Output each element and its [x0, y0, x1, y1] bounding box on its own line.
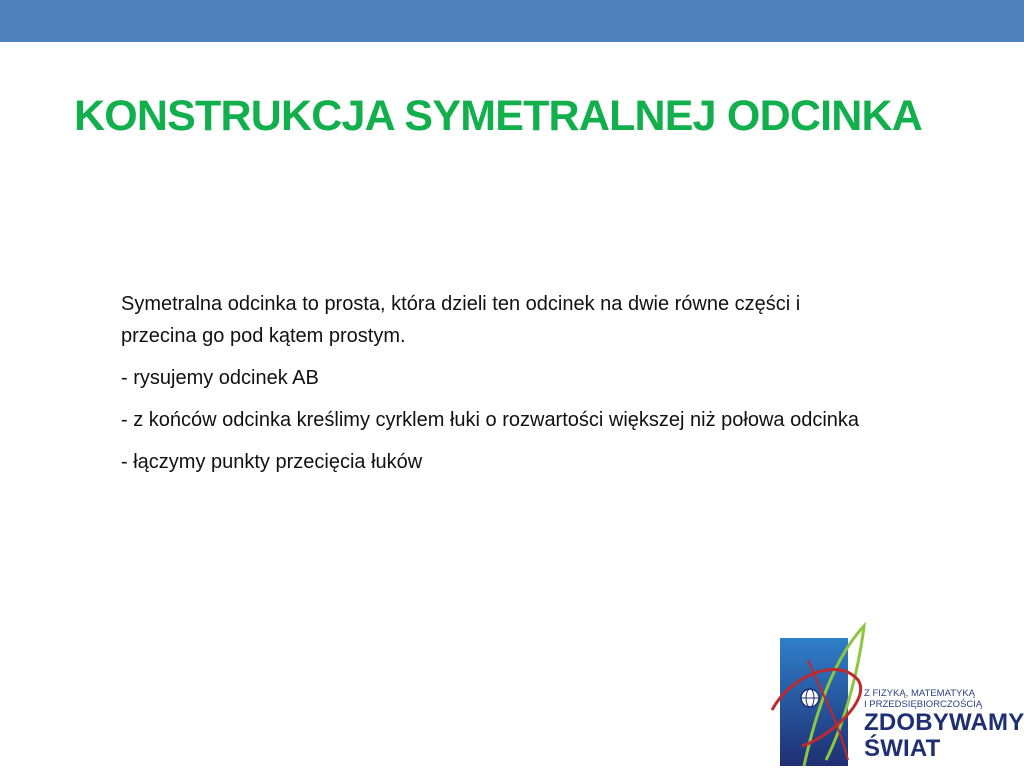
logo-name-line-1: ZDOBYWAMY [864, 709, 1024, 736]
logo-tagline-line-1: Z FIZYKĄ, MATEMATYKĄ [864, 688, 976, 699]
body-step-1: - rysujemy odcinek AB [121, 367, 319, 389]
logo-name [864, 710, 1024, 762]
project-logo [768, 620, 1024, 768]
body-step-3: - łączymy punkty przecięcia łuków [121, 451, 423, 473]
logo-tagline-line-2: I PRZEDSIĘBIORCZOŚCIĄ [864, 699, 983, 710]
header-bar [0, 0, 1024, 42]
slide-body [121, 288, 861, 488]
slide-title: KONSTRUKCJA SYMETRALNEJ ODCINKA [74, 92, 922, 140]
body-step-2: - z końców odcinka kreślimy cyrklem łuki o rozwartości większej niż połowa odcinka [121, 409, 860, 431]
body-paragraph-definition: Symetralna odcinka to prosta, która dzieli ten odcinek na dwie równe części i przecina go pod kątem prostym. [121, 293, 801, 347]
logo-tagline [864, 688, 1024, 710]
logo-name-line-2: ŚWIAT [864, 735, 941, 762]
